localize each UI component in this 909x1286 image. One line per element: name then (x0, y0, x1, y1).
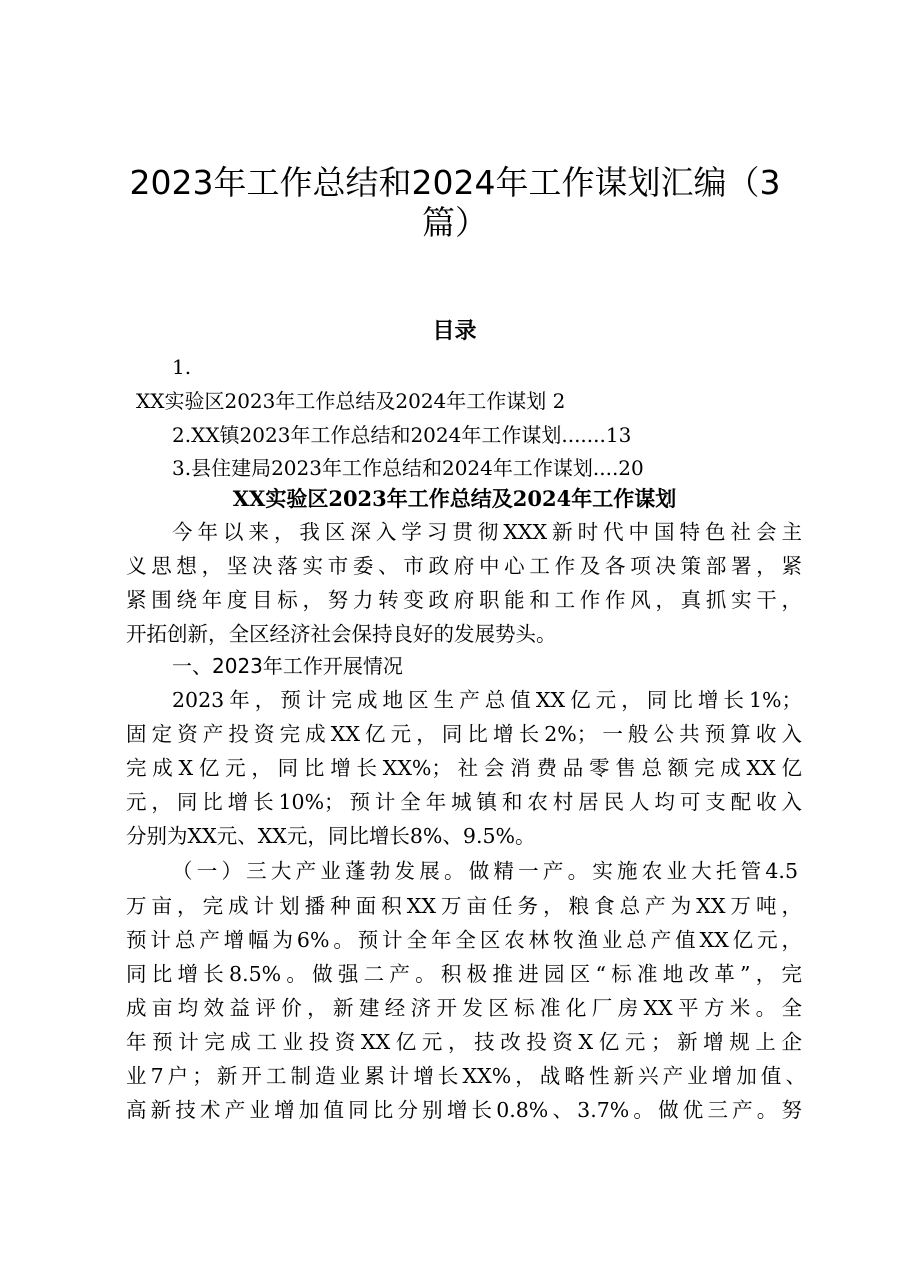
para2-line-3: 完成X亿元，同比增长XX%；社会消费品零售总额完成XX亿 (126, 756, 802, 780)
document-title-line-1: 2023年工作总结和2024年工作谋划汇编（3 (129, 163, 781, 202)
document-title-line-2: 篇） (422, 203, 488, 242)
para2-line-2: 固定资产投资完成XX亿元，同比增长2%；一般公共预算收入 (126, 722, 802, 746)
para2-line-4: 元，同比增长10%；预计全年城镇和农村居民人均可支配收入 (126, 790, 802, 814)
para3-line-5: 成亩均效益评价，新建经济开发区标准化厂房XX平方米。全 (126, 996, 802, 1020)
intro-line-3: 紧围绕年度目标，努力转变政府职能和工作作风，真抓实干， (126, 588, 802, 612)
para3-line-6: 年预计完成工业投资XX亿元，技改投资X亿元；新增规上企 (126, 1030, 802, 1054)
para3-line-3: 预计总产增幅为6%。预计全年全区农林牧渔业总产值XX亿元， (126, 928, 802, 952)
section-heading: 一、2023年工作开展情况 (172, 654, 403, 678)
toc-heading: 目录 (432, 319, 477, 344)
toc-entry-1[interactable]: XX实验区2023年工作总结及2024年工作谋划 2 (136, 389, 566, 413)
intro-line-2: 义思想，坚决落实市委、市政府中心工作及各项决策部署，紧 (126, 554, 802, 578)
toc-entry-2[interactable]: 2.XX镇2023年工作总结和2024年工作谋划.......13 (172, 423, 632, 447)
intro-line-1: 今年以来，我区深入学习贯彻XXX新时代中国特色社会主 (172, 520, 802, 544)
para3-line-8: 高新技术产业增加值同比分别增长0.8%、3.7%。做优三产。努 (126, 1098, 802, 1122)
para3-line-1: （一）三大产业蓬勃发展。做精一产。实施农业大托管4.5 (172, 859, 798, 883)
para2-line-1: 2023年，预计完成地区生产总值XX亿元，同比增长1%； (172, 688, 802, 712)
para3-line-7: 业7户；新开工制造业累计增长XX%，战略性新兴产业增加值、 (126, 1064, 806, 1088)
intro-line-4: 开拓创新，全区经济社会保持良好的发展势头。 (126, 622, 557, 646)
para3-line-4: 同比增长8.5%。做强二产。积极推进园区“标准地改革”，完 (126, 962, 802, 986)
toc-entry-3[interactable]: 3.县住建局2023年工作总结和2024年工作谋划....20 (172, 456, 644, 480)
para3-line-2: 万亩，完成计划播种面积XX万亩任务，粮食总产为XX万吨， (126, 894, 802, 918)
para2-line-5: 分别为XX元、XX元，同比增长8%、9.5%。 (126, 824, 536, 848)
section-document-title: XX实验区2023年工作总结及2024年工作谋划 (232, 486, 677, 511)
toc-entry-1-number[interactable]: 1. (172, 355, 192, 379)
